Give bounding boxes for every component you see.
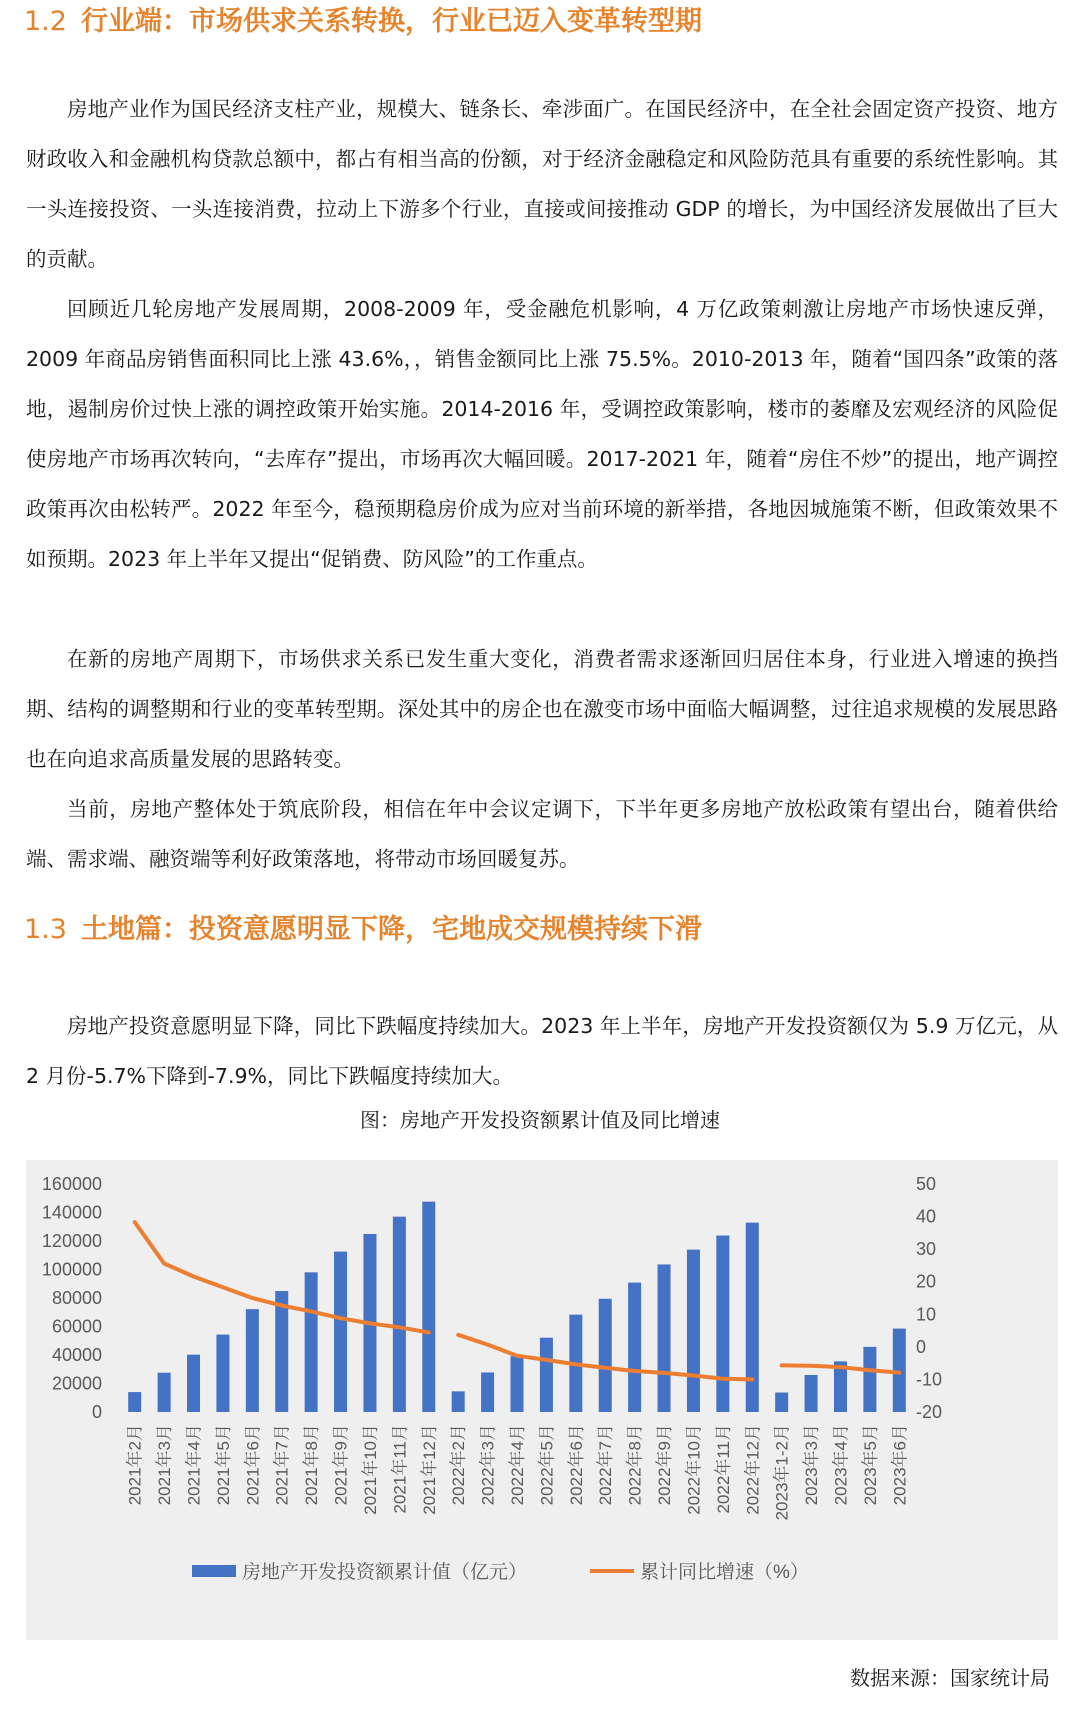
data-source: 数据来源：国家统计局 [850, 1666, 1050, 1690]
x-category-label: 2021年2月 [125, 1424, 145, 1506]
bar-investment [716, 1235, 729, 1412]
y-right-tick-label: 20 [916, 1271, 937, 1292]
x-category-label: 2023年5月 [860, 1424, 880, 1506]
y-left-tick-label: 40000 [51, 1345, 102, 1365]
y-left-tick-label: 20000 [51, 1373, 102, 1394]
y-left-tick-label: 0 [91, 1402, 102, 1422]
x-category-label: 2023年6月 [890, 1424, 910, 1506]
bar-investment [746, 1223, 759, 1412]
x-category-label: 2022年8月 [625, 1424, 645, 1506]
bar-investment [687, 1250, 700, 1412]
x-category-label: 2021年12月 [419, 1424, 439, 1515]
investment-chart [26, 1160, 1058, 1640]
paragraph-investment-decline: 房地产投资意愿明显下降，同比下跌幅度持续加大。2023 年上半年，房地产开发投资额仅为 5.9 万亿元，从 2 月份-5.7%下降到-7.9%，同比下跌幅度持续加大。 [26, 1014, 1058, 1088]
y-right-tick-label: -20 [916, 1402, 943, 1422]
bar-investment [863, 1347, 876, 1412]
section-heading-1-2 [24, 0, 702, 44]
x-category-label: 2022年12月 [743, 1424, 763, 1515]
bar-investment [334, 1252, 347, 1412]
chart-canvas [26, 1160, 1058, 1640]
paragraph-pillar-industry: 房地产业作为国民经济支柱产业，规模大、链条长、牵涉面广。在国民经济中，在全社会固定资产投资、地方财政收入和金融机构贷款总额中，都占有相当高的份额，对于经济金融稳定和风险防范具有重要的系统性影响。其一头连接投资、一头连接消费，拉动上下游多个行业，直接或间接推动 GDP 的增长，为中国经济发展做出了巨大的贡献。 [26, 97, 1058, 271]
x-category-label: 2022年4月 [508, 1424, 527, 1506]
section-number: 1.3 [24, 914, 67, 945]
bar-investment [187, 1355, 200, 1412]
y-left-tick-label: 120000 [41, 1231, 102, 1251]
bar-investment [275, 1291, 288, 1412]
x-category-label: 2021年5月 [213, 1424, 233, 1506]
x-category-label: 2021年10月 [360, 1424, 380, 1515]
y-right-tick-label: 10 [916, 1304, 937, 1325]
x-category-label: 2021年8月 [302, 1424, 322, 1506]
x-category-label: 2023年1-2月 [772, 1424, 792, 1521]
paragraph-current-outlook: 当前，房地产整体处于筑底阶段，相信在年中会议定调下，下半年更多房地产放松政策有望出台，随着供给端、需求端、融资端等利好政策落地，将带动市场回暖复苏。 [26, 797, 1058, 871]
legend-swatch-bar [192, 1565, 236, 1577]
paragraph-cycle-review: 回顾近几轮房地产发展周期，2008-2009 年，受金融危机影响，4 万亿政策刺激让房地产市场快速反弹，2009 年商品房销售面积同比上涨 43.6%，，销售金额同比上涨 75.5%。2010-2013 年，随着“国四条”政策的落地，遏制房价过快上涨的调控政策开始实施。2014-2016 年，受调控政策影响，楼市的萎靡及宏观经济的风险促使房地产市场再次转向，“去库存”提出，市场再次大幅回暖。2017-2021 年，随着“房住不炒”的提出，地产调控政策再次由松转严。2022 年至今，稳预期稳房价成为应对当前环境的新举措，各地因城施策不断，但政策效果不如预期。2023 年上半年又提出“促销费、防风险”的工作重点。 [26, 297, 1058, 571]
x-category-label: 2022年3月 [478, 1424, 498, 1506]
chart-title: 图：房地产开发投资额累计值及同比增速 [360, 1108, 720, 1132]
bar-investment [128, 1392, 141, 1412]
x-category-label: 2022年2月 [449, 1424, 469, 1506]
x-category-label: 2022年6月 [566, 1424, 586, 1506]
section-number: 1.2 [24, 6, 67, 37]
x-category-label: 2021年7月 [272, 1424, 292, 1506]
section-heading-1-3 [24, 908, 702, 952]
bar-investment [599, 1299, 612, 1412]
bar-investment [452, 1391, 465, 1412]
bar-investment [540, 1338, 553, 1412]
x-category-label: 2021年3月 [155, 1424, 175, 1506]
bar-investment [628, 1283, 641, 1412]
x-category-label: 2022年10月 [684, 1424, 704, 1515]
bar-investment [775, 1393, 788, 1412]
y-right-tick-label: 30 [916, 1239, 937, 1260]
bar-investment [481, 1372, 494, 1412]
x-category-label: 2023年4月 [831, 1424, 851, 1506]
x-category-label: 2022年7月 [596, 1424, 616, 1506]
y-right-tick-label: 40 [916, 1206, 937, 1227]
bar-investment [158, 1373, 171, 1412]
y-left-tick-label: 80000 [51, 1288, 102, 1308]
bar-investment [511, 1356, 524, 1412]
bar-investment [305, 1272, 318, 1412]
bar-investment [422, 1202, 435, 1412]
x-category-label: 2022年5月 [537, 1424, 557, 1506]
paragraph-new-cycle: 在新的房地产周期下，市场供求关系已发生重大变化，消费者需求逐渐回归居住本身，行业进入增速的换挡期、结构的调整期和行业的变革转型期。深处其中的房企也在激变市场中面临大幅调整，过往追求规模的发展思路也在向追求高质量发展的思路转变。 [26, 647, 1058, 771]
section-title: 行业端：市场供求关系转换，行业已迈入变革转型期 [80, 6, 702, 37]
y-right-tick-label: 0 [916, 1336, 927, 1357]
legend-label-bar: 房地产开发投资额累计值（亿元） [242, 1562, 528, 1583]
x-category-label: 2021年9月 [331, 1424, 351, 1506]
bar-investment [216, 1335, 229, 1412]
x-category-label: 2022年11月 [713, 1424, 733, 1514]
x-category-label: 2023年3月 [802, 1424, 822, 1506]
x-category-label: 2021年6月 [243, 1424, 263, 1506]
x-category-label: 2022年9月 [655, 1424, 675, 1506]
y-right-tick-label: -10 [916, 1369, 943, 1390]
bar-investment [658, 1264, 671, 1412]
y-left-tick-label: 140000 [41, 1202, 102, 1223]
x-category-label: 2021年4月 [184, 1424, 204, 1506]
bar-investment [393, 1217, 406, 1412]
bar-investment [246, 1309, 259, 1412]
y-left-tick-label: 100000 [41, 1259, 102, 1280]
x-category-label: 2021年11月 [390, 1424, 410, 1514]
y-left-tick-label: 160000 [41, 1174, 102, 1194]
y-left-tick-label: 60000 [51, 1316, 102, 1337]
bar-investment [805, 1375, 818, 1412]
section-title: 土地篇：投资意愿明显下降，宅地成交规模持续下滑 [80, 914, 702, 945]
y-right-tick-label: 50 [916, 1174, 937, 1194]
legend-label-line: 累计同比增速（%） [640, 1562, 809, 1583]
